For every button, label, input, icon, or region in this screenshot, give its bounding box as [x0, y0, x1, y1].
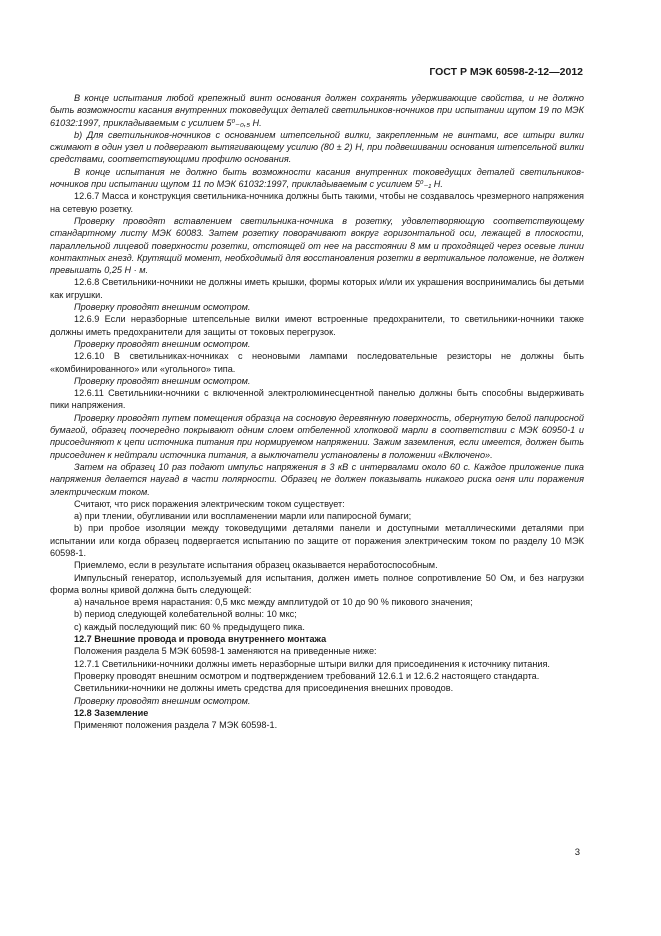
section-heading: 12.8 Заземление [74, 707, 149, 718]
paragraph: В конце испытания любой крепежный винт основания должен сохранять удерживающие свойства, и не должно быть возможности касания внутренних токоведущих деталей светильников-ночников при испытании щупом 19 по МЭК 61032:1997, прикладываемым с усилием 5⁰₋₀,₅ Н. [50, 93, 584, 128]
paragraph: Светильники-ночники не должны иметь средства для присоединения внешних проводов. [74, 683, 454, 694]
paragraph: a) начальное время нарастания: 0,5 мкс между амплитудой от 10 до 90 % пикового значения; [74, 597, 473, 608]
paragraph: Проверку проводят внешним осмотром. [74, 375, 251, 386]
paragraph: Положения раздела 5 МЭК 60598-1 заменяются на приведенные ниже: [74, 646, 377, 657]
paragraph: Проверку проводят путем помещения образца на сосновую деревянную поверхность, обернутую белой папиросной бумагой, образец поочередно покрывают одним слоем отбеленной хлопковой марли в соответствии с МЭК 60950-1 и присоединяют к цепи источника питания при нормируемом напряжении. Зажим заземления, если имеется, должен быть присоединен к нейтрали источника питания, а выключатели установлены в положении «Включено». [50, 412, 584, 460]
paragraph: Проверку проводят внешним осмотром. [74, 302, 251, 313]
paragraph: c) каждый последующий пик: 60 % предыдущего пика. [74, 621, 305, 632]
paragraph: Затем на образец 10 раз подают импульс напряжения в 3 кВ с интервалами около 60 с. Каждое приложение пика напряжения делается наугад в части полярности. Образец не должен показывать никакого риска огня или поражения электрическим током. [50, 461, 584, 497]
paragraph: Проверку проводят внешним осмотром. [74, 338, 251, 349]
paragraph: Считают, что риск поражения электрическим током существует: [74, 498, 345, 509]
paragraph: 12.6.11 Светильники-ночники с включенной электролюминесцентной панелью должны быть способны выдерживать пики напряжения. [50, 388, 584, 411]
paragraph: В конце испытания не должно быть возможности касания внутренних токоведущих деталей светильников-ночников при испытании щупом 11 по МЭК 61032:1997, прикладываемым с усилием 5⁰₋₁ Н. [50, 166, 584, 190]
paragraph: 12.6.8 Светильники-ночники не должны иметь крышки, формы которых и/или их украшения воспринимались бы детьми как игрушки. [50, 277, 584, 300]
page-number: 3 [574, 847, 580, 858]
paragraph: b) Для светильников-ночников с основанием штепсельной вилки, закрепленным не винтами, все штыри вилки сжимают в один узел и подвергают вытягивающему усилию (80 ± 2) Н, при подвешивании основания штепсельной вилки средствами, соответствующими профилю основания. [50, 129, 584, 165]
paragraph: Проверку проводят вставлением светильника-ночника в розетку, удовлетворяющую соответствующему стандартному листу МЭК 60083. Затем розетку поворачивают вокруг горизонтальной оси, лежащей в плоскости, параллельной лицевой поверхности розетки, отстоящей от нее на расстоянии 8 мм и проходящей через осевые линии контактных гнезд. Крутящий момент, необходимый для восстановления розетки в вертикальное положение, не должен превышать 0,25 Н · м. [50, 215, 584, 276]
paragraph: Проверку проводят внешним осмотром и подтверждением требований 12.6.1 и 12.6.2 настоящего стандарта. [74, 670, 540, 681]
paragraph: Проверку проводят внешним осмотром. [74, 695, 251, 706]
section-heading: 12.7 Внешние провода и провода внутреннего монтажа [74, 634, 327, 645]
paragraph: Применяют положения раздела 7 МЭК 60598-1. [74, 720, 278, 731]
paragraph: 12.6.10 В светильниках-ночниках с неоновыми лампами последовательные резисторы не должны быть «комбинированного» или «угольного» типа. [50, 351, 584, 374]
paragraph: Приемлемо, если в результате испытания образец оказывается неработоспособным. [74, 560, 438, 571]
paragraph: 12.7.1 Светильники-ночники должны иметь неразборные штыри вилки для присоединения к источнику питания. [74, 658, 550, 669]
body-text [50, 92, 584, 731]
paragraph: b) при пробое изоляции между токоведущими деталями панели и доступными металлическими деталями при испытании или когда образец подвергается испытанию по защите от поражения электрическим током по разделу 10 МЭК 60598-1. [50, 523, 584, 558]
paragraph: a) при тлении, обугливании или воспламенении марли или папиросной бумаги; [74, 511, 412, 522]
paragraph: Импульсный генератор, используемый для испытания, должен иметь полное сопротивление 50 Ом, и без нагрузки форма волны кривой должна быть следующей: [50, 572, 584, 595]
paragraph: 12.6.9 Если неразборные штепсельные вилки имеют встроенные предохранители, то светильники-ночники также должны иметь предохранители для защиты от токовых перегрузок. [50, 314, 584, 337]
paragraph: 12.6.7 Масса и конструкция светильника-ночника должны быть такими, чтобы не создавалось чрезмерного напряжения на сетевую розетку. [50, 191, 584, 214]
paragraph: b) период следующей колебательной волны: 10 мкс; [74, 609, 297, 620]
document-header: ГОСТ Р МЭК 60598-2-12—2012 [429, 66, 583, 78]
